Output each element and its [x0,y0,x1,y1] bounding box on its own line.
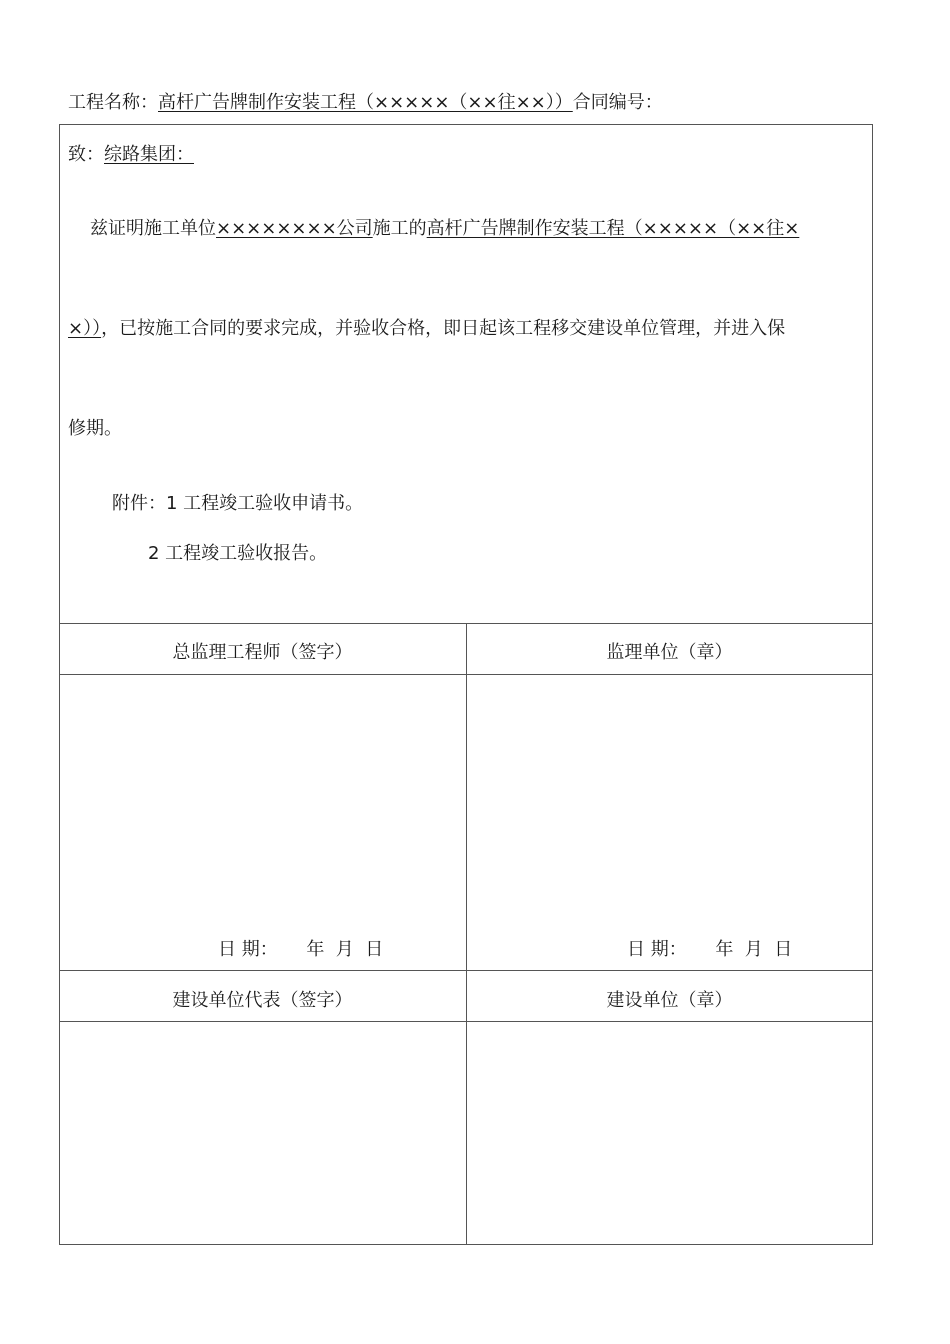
chief-engineer-label: 总监理工程师（签字） [172,642,353,663]
attachment-label: 附件： [112,493,166,514]
project-header [68,88,663,114]
project-name-part2: ×）） [68,318,102,339]
attachment-2: 2 工程竣工验收报告。 [148,543,328,564]
date-right: 日 期： 年 月 日 [627,939,793,960]
recipient: 综路集团： [104,144,194,165]
to-label: 致： [68,144,104,165]
date-left: 日 期： 年 月 日 [218,939,384,960]
line1-mid: 施工的 [372,218,427,239]
attachment-1 [112,489,363,515]
line2-rest: ，已按施工合同的要求完成，并验收合格，即日起该工程移交建设单位管理，并进入保 [101,318,786,339]
column-divider [466,623,467,1244]
supervision-unit-label: 监理单位（章） [606,642,733,663]
letter-line-1 [90,214,799,240]
project-name: 高杆广告牌制作安装工程（×××××（××往××）） [158,92,573,113]
attachment-1-text: 1 工程竣工验收申请书。 [166,493,364,514]
owner-unit-label: 建设单位（章） [606,990,733,1011]
project-name-part1: 高杆广告牌制作安装工程（×××××（××往× [426,218,800,239]
contract-label: 合同编号： [572,92,663,113]
letter-salutation [68,140,194,166]
project-label: 工程名称： [68,92,158,113]
contractor-name: ××××××××公司 [216,218,373,239]
line1-prefix: 兹证明施工单位 [90,218,216,239]
letter-line-2 [68,314,785,340]
owner-rep-label: 建设单位代表（签字） [172,990,353,1011]
letter-line-3: 修期。 [68,418,122,439]
